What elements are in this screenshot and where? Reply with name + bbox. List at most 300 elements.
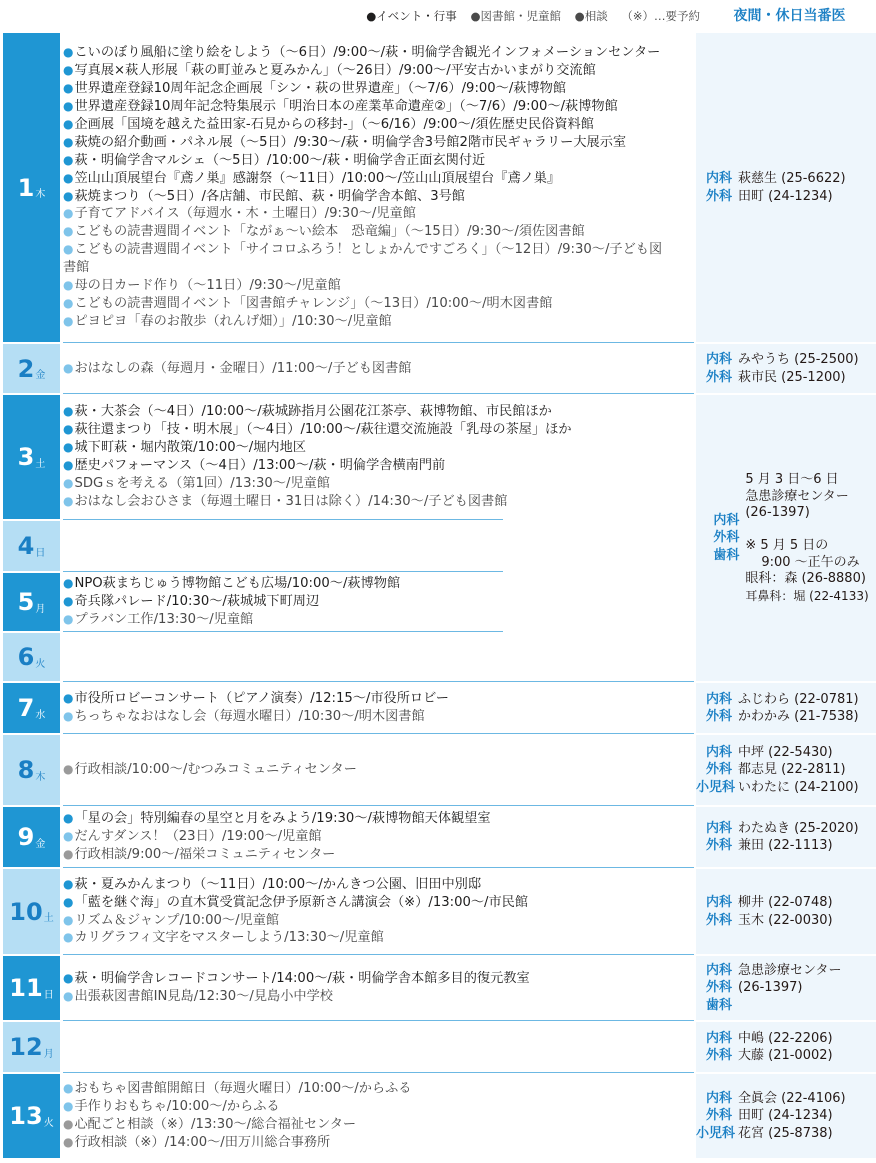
doctor-line	[696, 691, 876, 709]
dept-label: 歯科	[705, 997, 732, 1013]
bullet-icon: ●	[63, 611, 74, 626]
day-cell	[3, 1074, 60, 1158]
day-cell	[3, 683, 60, 733]
duty-doctor-block	[696, 869, 876, 954]
bullet-icon: ●	[63, 493, 74, 508]
day-weekday: 月	[35, 603, 46, 615]
day-number: 6	[17, 643, 35, 671]
doctor-line	[696, 708, 876, 726]
duty-doctor-list	[696, 395, 876, 681]
event-item	[63, 457, 694, 475]
dept-label: 内科	[705, 820, 732, 836]
bullet-icon: ●	[63, 1117, 74, 1131]
bullet-icon: ●	[63, 894, 74, 909]
doctor-name: 兼田 (22-1113)	[738, 838, 833, 853]
event-item	[63, 912, 694, 930]
doctor-note: (26-1397)	[745, 505, 810, 520]
bullet-icon: ●	[63, 98, 74, 113]
bullet-icon: ●	[63, 594, 74, 609]
event-item	[63, 1080, 694, 1098]
doctor-line	[696, 1030, 876, 1048]
dept-label: 外科	[705, 762, 732, 778]
bullet-icon: ●	[63, 188, 74, 203]
event-text: 世界遺産登録10周年記念企画展「シン・萩の世界遺産」（～7/6）/9:00～/萩博物館	[74, 81, 567, 97]
doctor-name: 都志見 (22-2811)	[738, 762, 846, 778]
day-row	[0, 735, 694, 805]
legend-event: ●イベント・行事	[366, 9, 457, 23]
duty-doctor-list	[696, 869, 876, 954]
day-weekday: 金	[35, 370, 46, 381]
dept-label: 歯科	[713, 547, 740, 563]
event-text: 行政相談/10:00～/むつみコミュニティセンター	[74, 762, 357, 778]
event-item	[63, 360, 694, 378]
dept-label: 外科	[705, 369, 732, 385]
day-weekday: 水	[35, 709, 46, 721]
duty-doctor-block	[696, 683, 876, 733]
doctor-line	[696, 779, 876, 797]
doctor-name: 玉木 (22-0030)	[738, 912, 833, 928]
bullet-icon: ●	[63, 1134, 74, 1149]
day-row	[0, 344, 694, 393]
dept-label: 内科	[705, 691, 732, 707]
bullet-icon: ●	[63, 930, 74, 945]
day-number: 12	[9, 1033, 43, 1061]
bullet-icon: ●	[63, 81, 74, 96]
bullet-icon: ●	[63, 313, 74, 328]
legend-library: ●図書館・児童館	[470, 9, 561, 23]
dept-label: 内科	[705, 895, 732, 910]
duty-doctor-block	[696, 395, 876, 681]
day-number: 11	[9, 974, 43, 1002]
dept-label: 外科	[705, 980, 732, 996]
event-text: 世界遺産登録10周年記念特集展示「明治日本の産業革命遺産②」（～7/6）/9:00～/萩博物館	[74, 98, 618, 114]
dept-label: 外科	[705, 1048, 732, 1063]
event-text: ピヨピヨ「春のお散歩（れんげ畑）」/10:30～/児童館	[74, 313, 392, 329]
event-text: 心配ごと相談（※）/13:30～/総合福祉センター	[74, 1117, 357, 1132]
day-row	[0, 33, 694, 342]
doctor-line	[696, 351, 876, 369]
bullet-icon: ●	[63, 422, 74, 437]
event-text: おもちゃ図書館開館日（毎週火曜日）/10:00～/からふる	[74, 1081, 412, 1097]
event-item	[63, 116, 694, 134]
event-text: おはなし会おひさま（毎週土曜日・31日は除く）/14:30～/子ども図書館	[74, 493, 508, 509]
day-cell	[3, 633, 60, 681]
dept-label: 内科	[705, 744, 732, 760]
legend	[0, 0, 700, 32]
doctor-line	[696, 188, 876, 206]
event-text: 萩・夏みかんまつり（～11日）/10:00～/かんきつ公園、旧田中別邸	[74, 876, 482, 892]
event-item	[63, 313, 694, 331]
event-item	[63, 493, 694, 511]
row-divider	[63, 1020, 694, 1021]
event-text: 「藍を継ぐ海」の直木賞受賞記念伊予原新さん講演会（※）/13:00～/市民館	[74, 894, 529, 910]
doctor-name: 全眞会 (22-4106)	[738, 1090, 846, 1106]
day-number: 3	[17, 443, 35, 471]
dept-label: 内科	[705, 352, 732, 367]
doctor-line	[696, 1090, 876, 1108]
bullet-icon: ●	[63, 206, 74, 221]
doctor-line	[696, 1047, 876, 1065]
doctor-name: (26-1397)	[738, 980, 803, 996]
bullet-icon: ●	[63, 45, 74, 60]
day-weekday: 火	[35, 658, 46, 670]
day-events	[63, 869, 694, 954]
event-text: カリグラフィ文字をマスターしよう/13:30～/児童館	[74, 930, 384, 946]
row-divider	[63, 681, 694, 682]
doctor-name: いわたに (24-2100)	[738, 779, 859, 795]
doctor-name: 萩市民 (25-1200)	[738, 369, 846, 385]
event-text: 萩・明倫学舎マルシェ（～5日）/10:00～/萩・明倫学舎正面玄関付近	[74, 152, 486, 168]
bullet-icon: ●	[63, 1099, 74, 1114]
day-cell	[3, 735, 60, 805]
event-text: こどもの読書週間イベント「図書館チャレンジ」（～13日）/10:00～/明木図書館	[74, 295, 553, 311]
row-divider	[63, 631, 503, 632]
dept-column	[703, 512, 745, 565]
day-row	[0, 956, 694, 1020]
event-text: だんすダンス！（23日）/19:00～/児童館	[74, 829, 322, 845]
bullet-icon: ●	[63, 762, 74, 777]
duty-doctor-list	[696, 33, 876, 342]
day-weekday: 金	[35, 838, 46, 850]
day-weekday: 日	[43, 989, 54, 1001]
day-row	[0, 633, 694, 681]
day-weekday: 日	[35, 547, 46, 559]
event-text: こどもの読書週間イベント「ながぁ～い絵本 恐竜編」（～15日）/9:30～/須佐図書館	[74, 224, 585, 240]
event-text: こいのぼり風船に塗り絵をしよう（～6日）/9:00～/萩・明倫学舎観光インフォメーションセンター	[74, 45, 661, 61]
bullet-icon: ●	[63, 134, 74, 149]
event-item	[63, 62, 694, 80]
event-text: プラバン工作/13:30～/児童館	[74, 611, 254, 627]
doctor-name: 中嶋 (22-2206)	[738, 1030, 833, 1046]
day-cell	[3, 807, 60, 867]
event-text: 奇兵隊パレード/10:30～/萩城城下町周辺	[74, 594, 320, 610]
bullet-icon: ●	[63, 709, 74, 723]
day-events	[63, 735, 694, 805]
doctor-line	[696, 912, 876, 930]
bullet-icon: ●	[63, 404, 74, 419]
event-text: こどもの読書週間イベント「サイコロふろう！としょかんですごろく」（～12日）/9:30～/子ども図書館	[63, 242, 663, 276]
event-item	[63, 761, 694, 779]
event-text: 萩焼の紹介動画・パネル展（～5日）/9:30～/萩・明倫学舎3号館2階市民ギャラリー大展示室	[74, 134, 627, 150]
day-weekday: 月	[43, 1048, 54, 1060]
duty-doctor-list	[696, 735, 876, 805]
event-text: 母の日カード作り（～11日）/9:30～/児童館	[74, 278, 341, 294]
event-text: 出張萩図書館IN見島/12:30～/見島小中学校	[74, 989, 333, 1004]
day-number: 8	[17, 756, 35, 784]
day-events	[63, 344, 694, 393]
event-text: 萩往還まつり「技・明木展」（～4日）/10:00～/萩往還交流施設「乳母の茶屋」ほか	[74, 422, 572, 438]
dept-label: 内科	[705, 962, 732, 978]
duty-doctor-block	[696, 344, 876, 393]
event-text: 行政相談/9:00～/福栄コミュニティセンター	[74, 846, 336, 862]
doctor-name: 柳井 (22-0748)	[738, 895, 833, 910]
doctor-line	[696, 1125, 876, 1143]
day-weekday: 木	[35, 189, 46, 200]
doctor-line	[696, 744, 876, 762]
day-cell	[3, 395, 60, 519]
doctor-line	[696, 997, 876, 1015]
event-item	[63, 810, 694, 828]
day-events	[63, 573, 694, 631]
bullet-icon: ●	[63, 242, 74, 257]
event-text: 萩・明倫学舎レコードコンサート/14:00～/萩・明倫学舎本館多目的復元教室	[74, 971, 530, 987]
day-row	[0, 1022, 694, 1072]
doctor-line	[703, 512, 745, 530]
day-events	[63, 521, 694, 571]
day-row	[0, 683, 694, 733]
notes-column	[745, 472, 868, 604]
row-divider	[63, 519, 503, 520]
duty-doctor-block	[696, 33, 876, 342]
bullet-icon: ●	[63, 360, 74, 375]
dept-label: 内科	[713, 512, 740, 528]
event-item	[63, 295, 694, 313]
duty-doctor-list	[696, 1022, 876, 1072]
day-cell	[3, 956, 60, 1020]
bullet-icon: ●	[63, 295, 74, 310]
duty-doctor-block	[696, 807, 876, 867]
doctor-name: ふじわら (22-0781)	[738, 691, 859, 707]
event-item	[63, 708, 694, 726]
bullet-icon: ●	[63, 152, 74, 167]
doctor-name: 中坪 (22-5430)	[738, 744, 833, 760]
event-text: 市役所ロビーコンサート（ピアノ演奏）/12:15～/市役所ロビー	[74, 691, 449, 707]
doctor-line	[696, 369, 876, 387]
bullet-icon: ●	[63, 224, 74, 239]
dept-label: 小児科	[696, 1125, 736, 1141]
day-events	[63, 1022, 694, 1072]
bullet-icon: ●	[63, 116, 74, 131]
event-text: ちっちゃなおはなし会（毎週水曜日）/10:30～/明木図書館	[74, 709, 425, 724]
event-text: 「星の会」特別編春の星空と月をみよう/19:30～/萩博物館天体観望室	[74, 811, 491, 827]
duty-doctor-list	[696, 683, 876, 733]
dept-label: 内科	[705, 171, 732, 186]
event-item	[63, 170, 694, 188]
doctor-line	[696, 837, 876, 855]
bullet-icon: ●	[63, 846, 74, 861]
event-item	[63, 988, 694, 1006]
duty-doctor-list	[696, 956, 876, 1020]
doctor-note: 5 月 3 日～6 日	[745, 472, 839, 487]
event-item	[63, 98, 694, 116]
event-item	[63, 828, 694, 846]
duty-doctor-block	[696, 956, 876, 1020]
doctor-line	[696, 962, 876, 980]
event-item	[63, 44, 694, 62]
day-weekday: 火	[43, 1117, 54, 1129]
doctor-note: 9:00 ～正午のみ	[761, 554, 860, 570]
event-item	[63, 134, 694, 152]
doctor-note: 急患診療センター	[745, 488, 849, 504]
legend-consult: ●相談	[574, 9, 608, 23]
day-cell	[3, 521, 60, 571]
event-item	[63, 970, 694, 988]
doctor-name: わたぬき (25-2020)	[738, 820, 859, 836]
duty-doctor-list	[696, 807, 876, 867]
doctor-line	[696, 979, 876, 997]
event-item	[63, 475, 694, 493]
day-number: 7	[17, 694, 35, 722]
doctor-line	[696, 820, 876, 838]
bullet-icon: ●	[63, 989, 74, 1003]
bullet-icon: ●	[63, 971, 74, 986]
dept-label: 外科	[705, 1108, 732, 1124]
doctor-name: 田町 (24-1234)	[738, 188, 833, 204]
event-text: おはなしの森（毎週月・金曜日）/11:00～/子ども図書館	[74, 360, 412, 376]
day-row	[0, 521, 694, 571]
day-number: 1	[17, 173, 35, 202]
day-cell	[3, 573, 60, 631]
doctor-note	[745, 522, 868, 539]
night-duty-header: 夜間・休日当番医	[733, 8, 846, 24]
row-divider	[63, 1072, 694, 1073]
bullet-icon: ●	[63, 829, 74, 844]
day-cell	[3, 869, 60, 954]
event-item	[63, 611, 694, 629]
day-number: 5	[17, 588, 35, 616]
duty-doctor-block	[696, 1022, 876, 1072]
event-text: SDGｓを考える（第1回）/13:30～/児童館	[74, 475, 330, 491]
bullet-icon: ●	[63, 475, 74, 490]
event-item	[63, 1098, 694, 1116]
event-text: リズム＆ジャンプ/10:00～/児童館	[74, 912, 280, 928]
event-item	[63, 223, 694, 241]
event-text: NPO萩まちじゅう博物館こども広場/10:00～/萩博物館	[74, 576, 401, 592]
event-item	[63, 80, 694, 98]
doctor-name: 田町 (24-1234)	[738, 1108, 833, 1124]
event-item	[63, 846, 694, 864]
event-text: 行政相談（※）/14:00～/田万川総合事務所	[74, 1134, 331, 1150]
day-number: 10	[9, 897, 43, 926]
day-number: 9	[17, 823, 35, 851]
event-item	[63, 575, 694, 593]
dept-label: 外科	[713, 530, 740, 546]
row-divider	[63, 954, 694, 955]
day-row	[0, 869, 694, 954]
event-item	[63, 690, 694, 708]
doctor-line	[696, 761, 876, 779]
doctor-line	[703, 547, 745, 565]
bullet-icon: ●	[63, 811, 74, 826]
event-text: 企画展「国境を越えた益田家-石見からの移封-」（～6/16）/9:00～/須佐歴史民俗資料館	[74, 116, 594, 132]
doctor-line	[703, 529, 745, 547]
day-cell	[3, 1022, 60, 1072]
bullet-icon: ●	[63, 170, 74, 185]
bullet-icon: ●	[63, 458, 74, 472]
day-row	[0, 573, 694, 631]
bullet-icon: ●	[63, 691, 74, 706]
dept-label: 外科	[705, 912, 732, 928]
day-events	[63, 956, 694, 1020]
event-item	[63, 1116, 694, 1134]
day-events	[63, 633, 694, 681]
row-divider	[63, 393, 694, 394]
bullet-icon: ●	[63, 1081, 74, 1096]
day-events	[63, 395, 694, 519]
duty-doctor-list	[696, 344, 876, 393]
event-text: 手作りおもちゃ/10:00～/からふる	[74, 1099, 280, 1115]
day-number: 2	[17, 354, 35, 383]
day-weekday: 木	[35, 771, 46, 783]
event-text: 萩・大茶会（～4日）/10:00～/萩城跡指月公園花江茶亭、萩博物館、市民館ほか	[74, 404, 552, 420]
event-text: 写真展×萩人形展「萩の町並みと夏みかん」（～26日）/9:00～/平安古かいまがり交流館	[74, 63, 596, 79]
bullet-icon: ●	[63, 912, 74, 927]
event-text: 笠山山頂展望台『鳶ノ巣』感謝祭（～11日）/10:00～/笠山山頂展望台『鳶ノ巣』	[74, 170, 561, 186]
day-cell	[3, 33, 60, 342]
dept-label: 外科	[705, 188, 732, 204]
bullet-icon: ●	[63, 440, 74, 455]
event-item	[63, 241, 673, 277]
bullet-icon: ●	[63, 576, 74, 591]
event-item	[63, 894, 694, 912]
event-item	[63, 421, 694, 439]
doctor-name: みやうち (25-2500)	[738, 352, 859, 367]
event-item	[63, 403, 694, 421]
bullet-icon: ●	[63, 63, 74, 78]
day-events	[63, 33, 694, 342]
day-number: 4	[17, 532, 35, 560]
doctor-name: 花宮 (25-8738)	[738, 1125, 833, 1141]
day-number: 13	[9, 1102, 43, 1130]
event-text: 子育てアドバイス（毎週水・木・土曜日）/9:30～/児童館	[74, 206, 416, 222]
doctor-note: 耳鼻科：堀 (22-4133)	[745, 588, 869, 603]
row-divider	[63, 571, 503, 572]
dept-label: 内科	[705, 1030, 732, 1046]
bullet-icon: ●	[63, 278, 74, 293]
event-item	[63, 876, 694, 894]
doctor-note: ※ 5 月 5 日の	[745, 538, 829, 553]
doctor-line	[696, 894, 876, 912]
duty-doctor-block	[696, 1074, 876, 1158]
event-item	[63, 439, 694, 457]
event-item	[63, 188, 694, 206]
duty-doctor-block	[696, 735, 876, 805]
day-row	[0, 1074, 694, 1158]
event-item	[63, 205, 694, 223]
row-divider	[63, 733, 694, 734]
dept-label: 外科	[705, 838, 732, 853]
event-item	[63, 593, 694, 611]
doctor-line	[696, 170, 876, 188]
event-item	[63, 277, 694, 295]
day-cell	[3, 344, 60, 393]
row-divider	[63, 805, 694, 806]
day-row	[0, 395, 694, 519]
doctor-name: 大藤 (21-0002)	[738, 1048, 833, 1063]
doctor-name: かわかみ (21-7538)	[738, 709, 859, 724]
row-divider	[63, 342, 694, 343]
day-weekday: 土	[35, 458, 46, 470]
doctor-note: 眼科：森 (26-8880)	[745, 571, 866, 586]
event-text: 歴史パフォーマンス（～4日）/13:00～/萩・明倫学舎横南門前	[74, 458, 446, 473]
doctor-name: 萩慈生 (25-6622)	[738, 171, 846, 186]
day-events	[63, 1074, 694, 1158]
doctor-name: 急患診療センター	[738, 962, 842, 978]
day-events	[63, 683, 694, 733]
event-text: 城下町萩・堀内散策/10:00～/堀内地区	[74, 440, 306, 456]
doctor-line	[696, 1107, 876, 1125]
event-item	[63, 1134, 694, 1152]
event-item	[63, 929, 694, 947]
day-row	[0, 807, 694, 867]
event-item	[63, 152, 694, 170]
bullet-icon: ●	[63, 876, 74, 891]
legend-note: （※）…要予約	[621, 9, 700, 23]
row-divider	[63, 867, 694, 868]
dept-label: 内科	[705, 1090, 732, 1106]
day-events	[63, 807, 694, 867]
dept-label: 小児科	[696, 779, 736, 795]
